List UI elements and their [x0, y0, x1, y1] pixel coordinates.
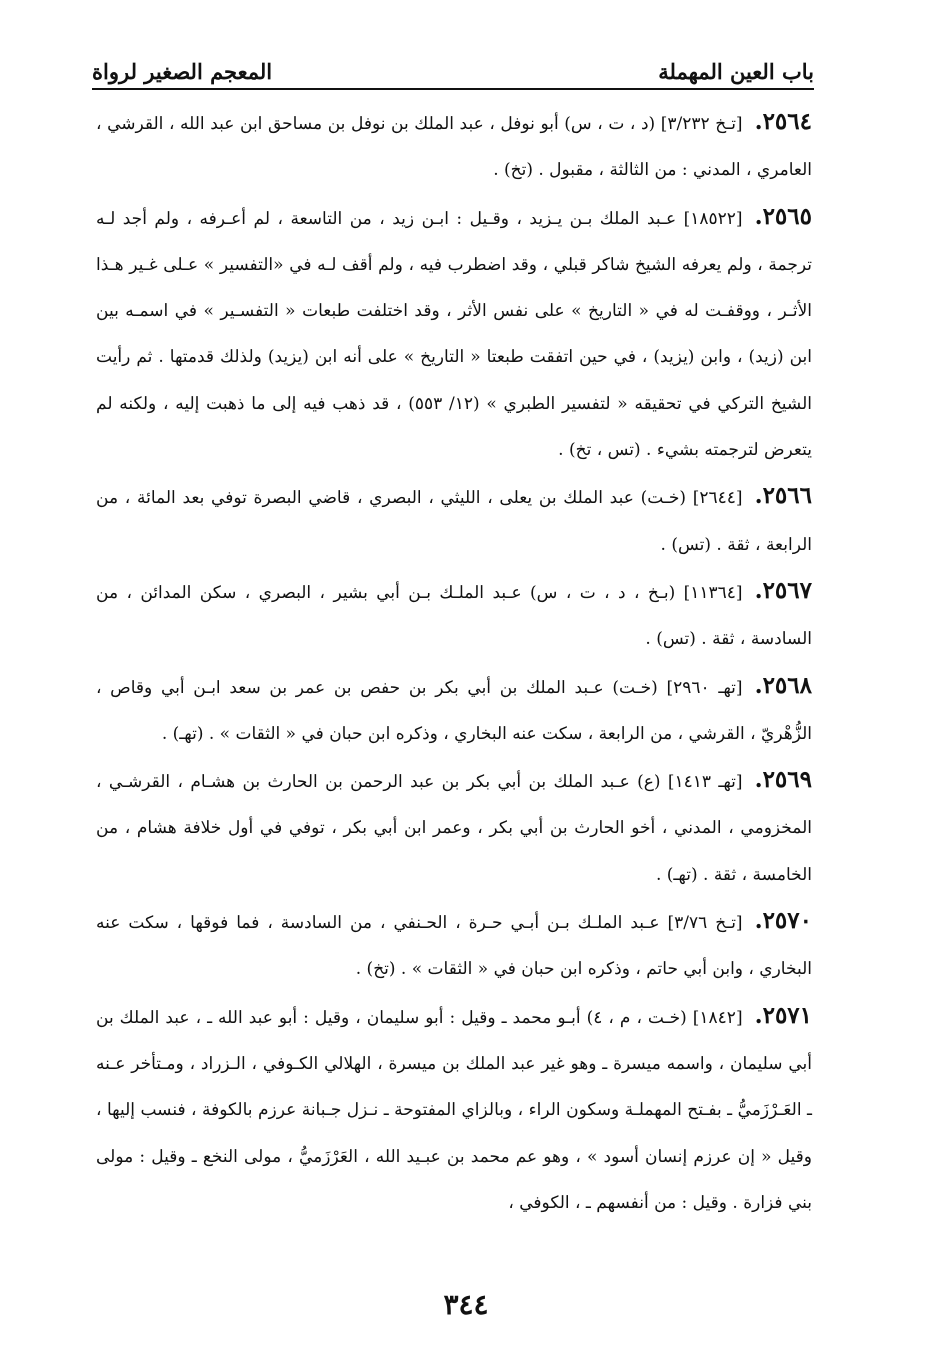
entry-number: ٢٥٧٠.: [754, 907, 812, 935]
header-chapter-title: باب العين المهملة: [658, 59, 814, 84]
entry-number: ٢٥٦٤.: [754, 108, 812, 135]
entry-number: ٢٥٦٦.: [754, 482, 812, 510]
entry-number: ٢٥٦٨.: [754, 671, 812, 699]
entry-number: ٢٥٧١.: [754, 1001, 813, 1029]
entry-2569: [96, 757, 812, 898]
entry-2564: [96, 99, 812, 194]
entry-number: ٢٥٦٥.: [754, 202, 812, 230]
entry-text: [تـخ ٣/٧٦] عـبد الملـك بـن أبـي حـرة ، الحـنفي ، من السادسة ، فما فوقها ، سكت عنه البخاري ، وابن أبي حاتم ، وذكره ابن حبان في « الثقات » . (تخ) .: [96, 913, 812, 980]
entry-2565: [96, 194, 812, 474]
entry-2571: [96, 993, 812, 1226]
entry-2570: [96, 898, 812, 993]
entry-number: ٢٥٦٧.: [754, 576, 812, 604]
entry-text: [١٨٤٢] (خـت ، م ، ٤) أبـو محمد ـ وقيل : أبو سليمان ، وقيل : أبو عبد الله ـ ، عبد الملك بن أبي سليمان ، واسمه ميسرة ـ وهو غير عبد الملك بن ميسرة ، الهلالي الكـوفي ، الـزراد ، ومـتأخر عـنه ـ العَـرْزَميُّ ـ بفـتح المهملـة وسكون الراء ، وبالزاي المفتوحة ـ نـزل جـبانة عرزم بالكوفة ، فنسب إليها ، وقيل « إن عرزم إنسان أسود » ، وهو عم محمد بن عبـيد الله ، العَرْزَميُّ ، مولى النخع ـ وقيل : مولى بني فزارة . وقيل : من أنفسهم ـ ، الكوفي ،: [96, 1007, 812, 1213]
entry-2566: [96, 473, 812, 568]
entry-text: [تـخ ٣/٢٣٢] (د ، ت ، س) أبو نوفل ، عبد الملك بن نوفل بن مساحق ابن عبد الله ، القرشي ، العامري ، المدني : من الثالثة ، مقبول . (تخ) .: [96, 114, 812, 181]
header-book-title: المعجم الصغير لرواة: [92, 59, 273, 84]
entries-body: [96, 99, 812, 1226]
entry-text: [تهـ ١٤١٣] (ع) عـبد الملك بن أبي بكر بن عبد الرحمن بن الحارث بن هشـام ، القرشـي ، المخزومي ، المدني ، أخو الحارث بن أبي بكر ، وعمر ابن أبي بكر ، توفي في أول خلافة هشام ، من الخامسة ، ثقة . (تهـ) .: [96, 772, 812, 885]
page-number: ٣٤٤: [443, 1288, 489, 1321]
entry-2568: [96, 663, 812, 758]
header-rule: [92, 88, 814, 90]
running-header: [92, 40, 814, 84]
entry-2567: [96, 568, 812, 663]
entry-text: [١٨٥٢٢] عـبد الملك بـن يـزيد ، وقـيل : ابـن زيد ، من التاسعة ، لم أعـرفه ، ولم أجد لـه ترجمة ، ولم يعرفه الشيخ شاكر قبلي ، وقد اضطرب فيه ، ولم أقف لـه في «التفسير » عـلى غـير هـذا الأثـر ، ووقفـت له في « التاريخ » على نفس الأثر ، وقد اختلفت طبعات « التفسـير » في اسمـه بين ابن (زيد) ، وابن (يزيد) ، في حين اتفقت طبعتا « التاريخ » على أنه ابن (يزيد) ولذلك قدمتها . ثم رأيت الشيخ التركي في تحقيقه « لتفسير الطبري » (١٢/ ٥٥٣) ، قد ذهب فيه إلى ما ذهبت إليه ، ولكنه لم يتعرض لترجمته بشيء . (تس ، تخ) .: [96, 208, 812, 461]
entry-text: [٢٦٤٤] (خـت) عبد الملك بن يعلى ، الليثي ، البصري ، قاضي البصرة توفي بعد المائة ، من الرابعة ، ثقة . (تس) .: [96, 488, 812, 555]
entry-text: [١١٣٦٤] (بـخ ، د ، ت ، س) عـبد الملـك بـن أبي بشير ، البصري ، سكن المدائن ، من السادسة ، ثقة . (تس) .: [96, 582, 812, 650]
entry-text: [تهـ ٢٩٦٠] (خـت) عـبد الملك بن أبي بكر بن حفص بن عمر بن سعد ابـن أبي وقاص ، الزُّهْريّ ، القرشي ، من الرابعة ، سكت عنه البخاري ، وذكره ابن حبان في « الثقات » . (تهـ) .: [96, 677, 812, 744]
entry-number: ٢٥٦٩.: [754, 766, 812, 794]
